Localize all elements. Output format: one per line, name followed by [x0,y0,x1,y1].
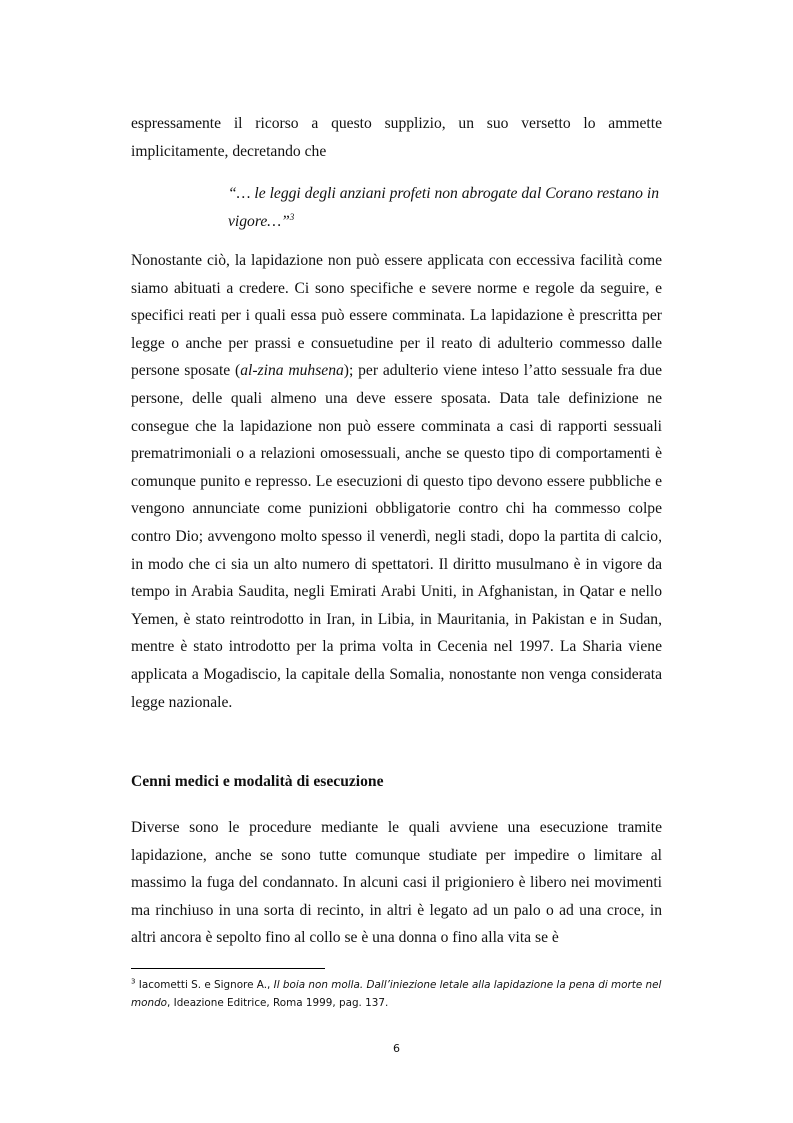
footnote-separator [131,968,325,969]
section-heading: Cenni medici e modalità di esecuzione [131,773,384,790]
footnote-authors: Iacometti S. e Signore A., [138,979,274,991]
paragraph-continuation: espressamente il ricorso a questo supplizio, un suo versetto lo ammette implicitamente, decretando che [131,115,662,160]
paragraph-text-end: ); per adulterio viene inteso l’atto sessuale fra due persone, delle quali almeno una deve essere sposata. Data tale definizione ne consegue che la lapidazione non può essere comminata a casi di rapporti sessuali prematrimoniali o a relazioni omosessuali, anche se questo tipo di comportamenti è comunque punito e represso. Le esecuzioni di questo tipo devono essere pubbliche e vengono annunciate come punizioni obbligatorie contro chi ha commesso colpe contro Dio; avvengono molto spesso il venerdì, negli stadi, dopo la partita di calcio, in modo che ci sia un alto numero di spettatori. Il diritto musulmano è in vigore da tempo in Arabia Saudita, negli Emirati Arabi Uniti, in Afghanistan, in Qatar e nello Yemen, è stato reintrodotto in Iran, in Libia, in Mauritania, in Pakistan e in Sudan, mentre è stato introdotto per la prima volta in Cecenia nel 1997. La Sharia viene applicata a Mogadiscio, la capitale della Somalia, nonostante non venga considerata legge nazionale. [131,362,662,711]
paragraph-procedures: Diverse sono le procedure mediante le quali avviene una esecuzione tramite lapidazione, anche se sono tutte comunque studiate per impedire o limitare al massimo la fuga del condannato. In alcuni casi il prigioniero è libero nei movimenti ma rinchiuso in una sorta di recinto, in altri è legato ad un palo o ad una croce, in altri ancora è sepolto fino al collo se è una donna o fino alla vita se è [131,819,662,947]
paragraph-text-start: Nonostante ciò, la lapidazione non può essere applicata con eccessiva facilità come siamo abituati a credere. Ci sono specifiche e severe norme e regole da seguire, e specifici reati per i quali essa può essere comminata. La lapidazione è prescritta per legge o anche per prassi e consuetudine per il reato di adulterio commesso dalle persone sposate ( [131,252,662,380]
italic-term: al-zina muhsena [240,362,344,380]
footnote-publisher: , Ideazione Editrice, Roma 1999, pag. 137. [167,997,389,1009]
page-number: 6 [393,1042,400,1055]
footnote-number: 3 [131,977,136,986]
footnote-title: Il boia non molla. Dall’iniezione letale alla lapidazione la pena di morte nel mondo [131,979,662,1009]
quote-text: “… le leggi degli anziani profeti non abrogate dal Corano restano in vigore…” [228,185,659,230]
footnote [131,976,671,1012]
footnote-ref: 3 [289,211,295,222]
block-quote [228,180,666,235]
paragraph-lapidazione-rules [131,247,662,716]
